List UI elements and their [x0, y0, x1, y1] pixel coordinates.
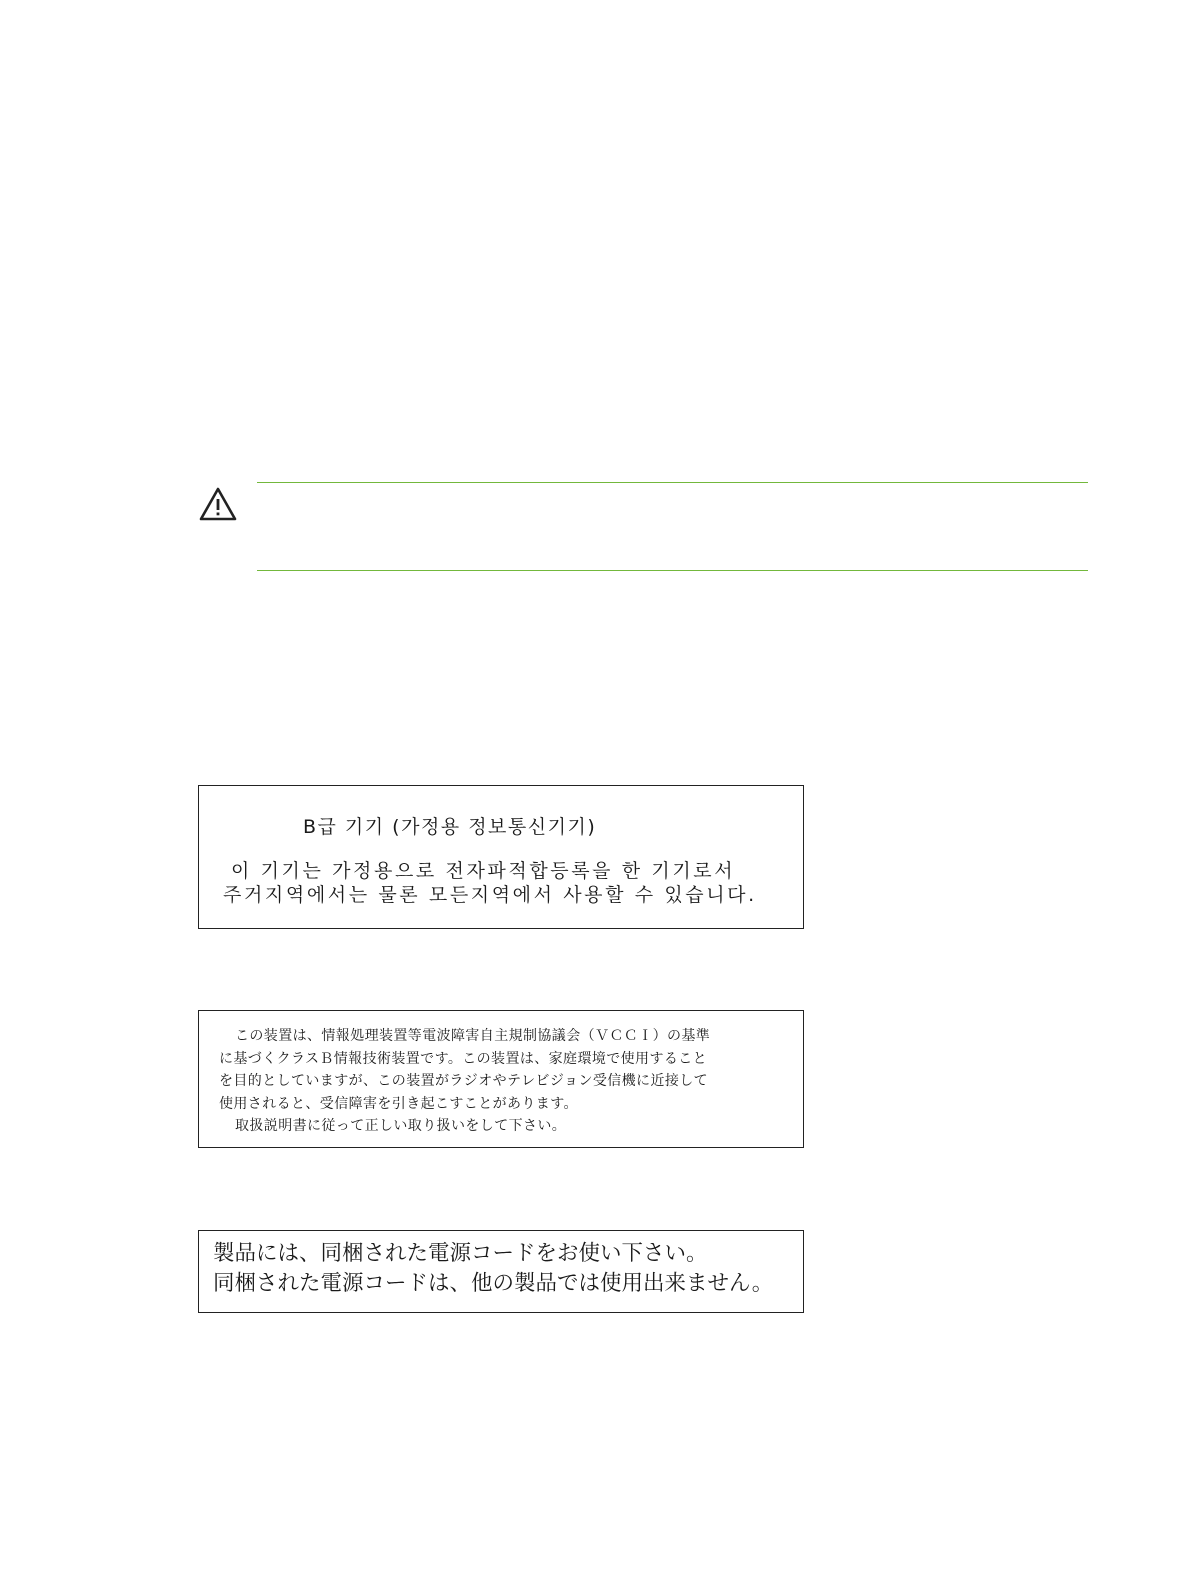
vcci-notice-text [219, 1025, 791, 1138]
korean-notice-title: B급 기기 (가정용 정보통신기기) [303, 816, 597, 838]
korean-class-b-notice [198, 785, 804, 929]
vcci-line-5: 取扱説明書に従って正しい取り扱いをして下さい。 [235, 1118, 567, 1134]
caution-bottom-rule [257, 570, 1088, 571]
caution-block [196, 480, 1088, 572]
power-cord-notice-text [213, 1239, 773, 1299]
warning-triangle-icon [198, 486, 238, 522]
vcci-line-1: この装置は、情報処理装置等電波障害自主規制協議会（ＶＣＣＩ）の基準 [235, 1028, 711, 1044]
korean-notice-line-1: 이 기기는 가정용으로 전자파적합등록을 한 기기로서 [231, 860, 736, 882]
power-cord-notice [198, 1230, 804, 1313]
caution-top-rule [257, 482, 1088, 483]
vcci-line-3: を目的としていますが、この装置がラジオやテレビジョン受信機に近接して [219, 1073, 709, 1089]
power-cord-line-1: 製品には、同梱された電源コードをお使い下さい。 [213, 1241, 708, 1266]
vcci-line-4: 使用されると、受信障害を引き起こすことがあります。 [219, 1095, 578, 1112]
vcci-notice [198, 1010, 804, 1148]
power-cord-line-2: 同梱された電源コードは、他の製品では使用出来ません。 [213, 1271, 774, 1296]
korean-notice-line-2: 주거지역에서는 물론 모든지역에서 사용할 수 있습니다. [223, 884, 757, 906]
vcci-line-2: に基づくクラスＢ情報技術装置です。この装置は、家庭環境で使用すること [219, 1050, 708, 1067]
